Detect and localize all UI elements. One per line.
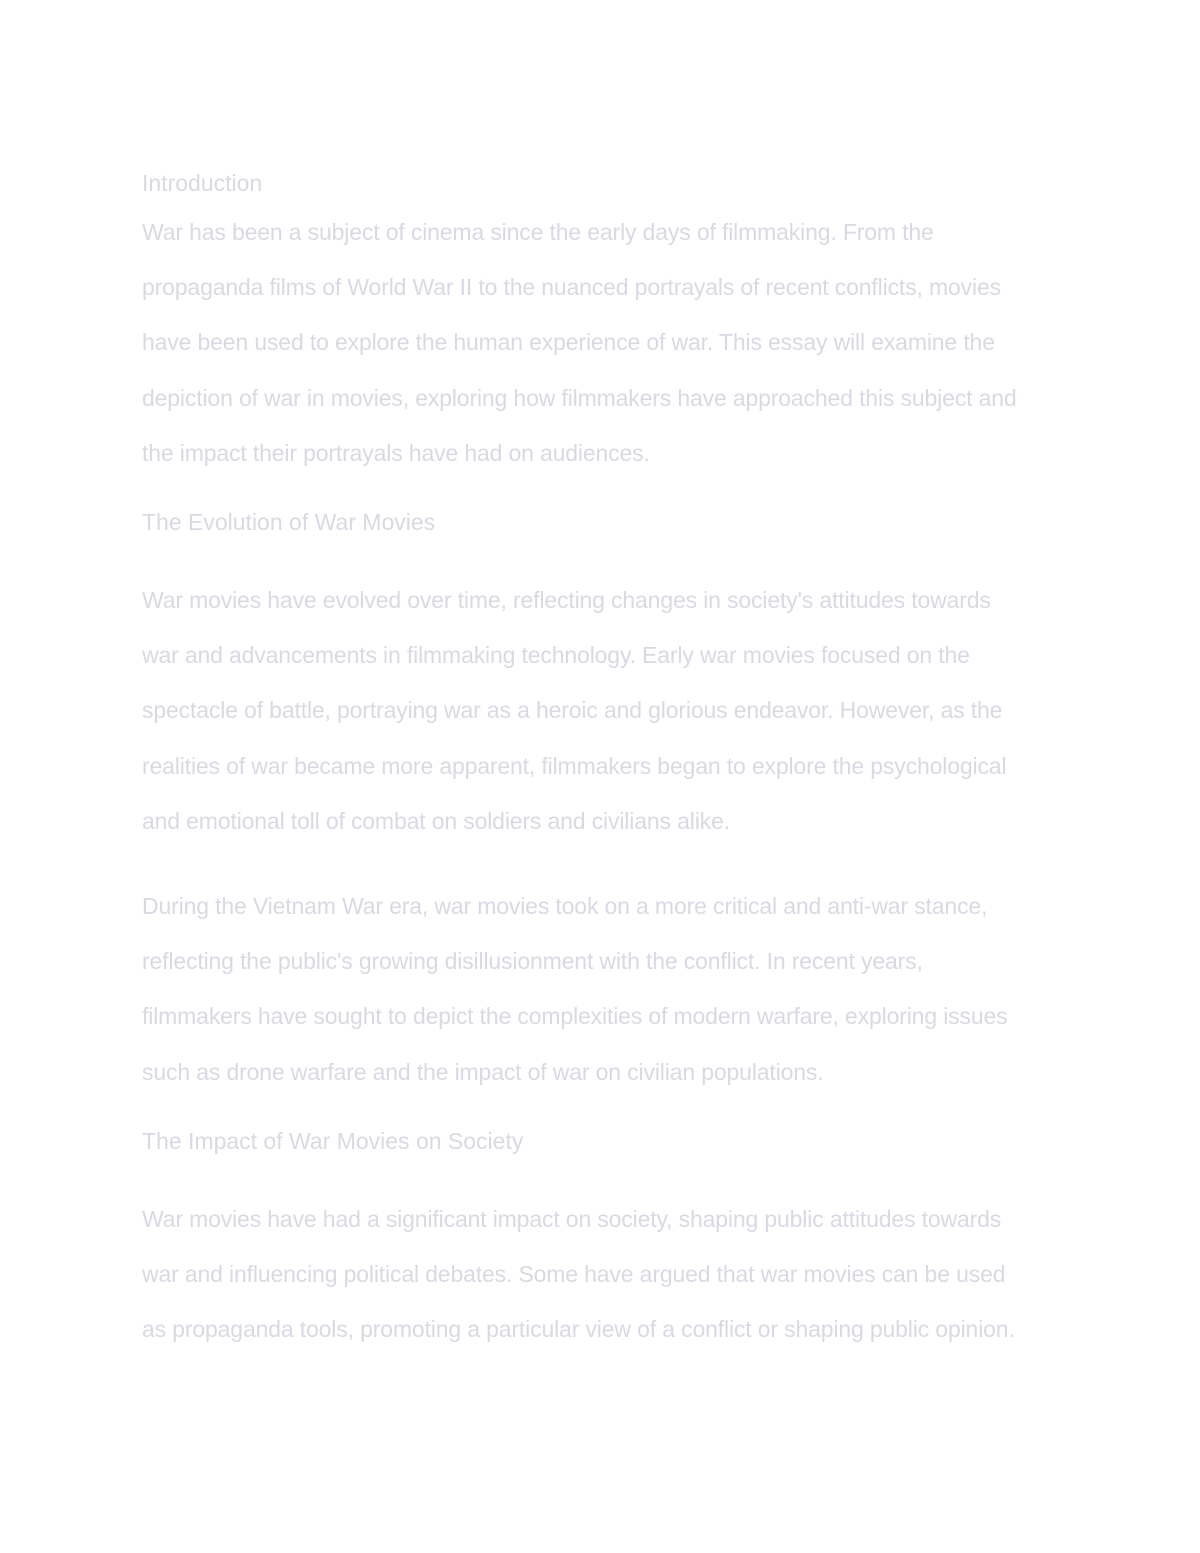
text-line: During the Vietnam War era, war movies took on a more critical and anti-war stance, [142, 893, 988, 920]
text-line: war and influencing political debates. Some have argued that war movies can be used [142, 1261, 1006, 1288]
section-heading-impact: The Impact of War Movies on Society [142, 1127, 524, 1154]
text-line: depiction of war in movies, exploring how filmmakers have approached this subject and [142, 384, 1017, 411]
text-line: reflecting the public's growing disillusionment with the conflict. In recent years, [142, 948, 923, 975]
text-line: spectacle of battle, portraying war as a heroic and glorious endeavor. However, as the [142, 697, 1003, 724]
section-heading-introduction: Introduction [142, 170, 263, 196]
text-line: war and advancements in filmmaking technology. Early war movies focused on the [142, 642, 970, 669]
paragraph-evolution-2 [142, 879, 1072, 1100]
text-line: propaganda films of World War II to the nuanced portrayals of recent conflicts, movies [142, 274, 1001, 301]
text-line: War movies have evolved over time, reflecting changes in society's attitudes towards [142, 587, 991, 614]
document-body [142, 166, 1072, 1357]
paragraph-impact-1 [142, 1192, 1072, 1358]
text-line: and emotional toll of combat on soldiers and civilians alike. [142, 807, 730, 834]
text-line: realities of war became more apparent, filmmakers began to explore the psychological [142, 752, 1007, 779]
paragraph-evolution-1 [142, 573, 1072, 849]
text-line: filmmakers have sought to depict the complexities of modern warfare, exploring issues [142, 1003, 1008, 1030]
text-line: War movies have had a significant impact on society, shaping public attitudes towards [142, 1205, 1002, 1232]
text-line: the impact their portrayals have had on audiences. [142, 439, 650, 466]
section-heading-evolution: The Evolution of War Movies [142, 509, 436, 536]
paragraph-introduction [142, 205, 1072, 481]
text-line: such as drone warfare and the impact of war on civilian populations. [142, 1058, 824, 1085]
text-line: have been used to explore the human experience of war. This essay will examine the [142, 329, 995, 356]
text-line: as propaganda tools, promoting a particular view of a conflict or shaping public opinion. [142, 1316, 1015, 1343]
text-line: War has been a subject of cinema since the early days of filmmaking. From the [142, 219, 934, 245]
